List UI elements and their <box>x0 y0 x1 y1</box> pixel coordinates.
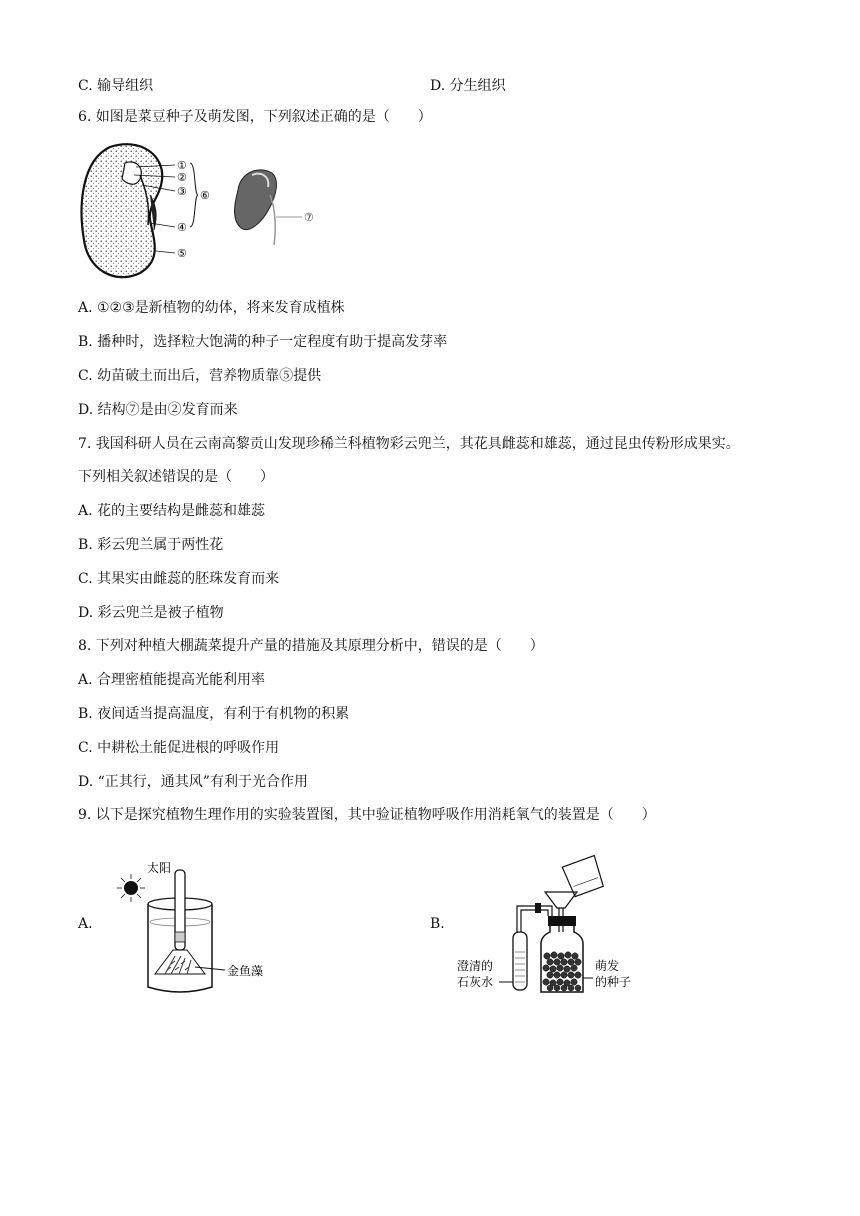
apparatus-b-figure <box>455 852 655 1006</box>
q7-stem-line2: 下列相关叙述错误的是（ ） <box>78 469 274 485</box>
q8-option-b: B. 夜间适当提高温度，有利于有机物的积累 <box>78 706 350 722</box>
label-5: ⑤ <box>177 247 187 260</box>
q6-option-d: D. 结构⑦是由②发育而来 <box>78 402 238 418</box>
q9-option-b-letter: B. <box>430 916 445 932</box>
q8-option-d: D. “正其行，通其风”有利于光合作用 <box>78 774 308 790</box>
seeds-label-1: 萌发 <box>595 959 620 973</box>
label-3: ③ <box>177 185 187 198</box>
bean-seed-figure <box>70 135 350 289</box>
limewater-label-2: 石灰水 <box>457 975 494 989</box>
q7-option-d: D. 彩云兜兰是被子植物 <box>78 605 224 621</box>
q9-stem: 9. 以下是探究植物生理作用的实验装置图，其中验证植物呼吸作用消耗氧气的装置是（ ） <box>78 807 656 823</box>
q6-option-c: C. 幼苗破土而出后，营养物质靠⑤提供 <box>78 368 322 384</box>
q8-option-c: C. 中耕松土能促进根的呼吸作用 <box>78 740 280 756</box>
label-1: ① <box>177 159 187 172</box>
q7-option-c: C. 其果实由雌蕊的胚珠发育而来 <box>78 571 280 587</box>
q9-option-a-letter: A. <box>78 916 93 932</box>
q8-stem: 8. 下列对种植大棚蔬菜提升产量的措施及其原理分析中，错误的是（ ） <box>78 638 544 654</box>
q6-option-b: B. 播种时，选择粒大饱满的种子一定程度有助于提高发芽率 <box>78 334 448 350</box>
q6-stem: 6. 如图是菜豆种子及萌发图，下列叙述正确的是（ ） <box>78 109 432 125</box>
sun-icon <box>117 874 145 902</box>
q5-option-d: D. 分生组织 <box>430 78 506 94</box>
q7-option-a: A. 花的主要结构是雌蕊和雄蕊 <box>78 503 266 519</box>
q6-option-a: A. ①②③是新植物的幼体，将来发育成植株 <box>78 300 345 316</box>
label-4: ④ <box>177 221 187 234</box>
q7-stem-line1: 7. 我国科研人员在云南高黎贡山发现珍稀兰科植物彩云兜兰，其花具雌蕊和雄蕊，通过昆虫传粉形成果实。 <box>78 436 740 452</box>
label-2: ② <box>177 171 187 184</box>
q7-option-b: B. 彩云兜兰属于两性花 <box>78 537 224 553</box>
apparatus-a-figure <box>105 852 285 1006</box>
plant-label: 金鱼藻 <box>227 964 264 978</box>
limewater-label-1: 澄清的 <box>457 959 494 973</box>
label-6: ⑥ <box>200 189 210 202</box>
seeds-label-2: 的种子 <box>595 975 632 989</box>
sun-label: 太阳 <box>147 861 172 875</box>
q5-option-c: C. 输导组织 <box>78 78 154 94</box>
q8-option-a: A. 合理密植能提高光能利用率 <box>78 672 266 688</box>
label-7: ⑦ <box>304 211 314 224</box>
